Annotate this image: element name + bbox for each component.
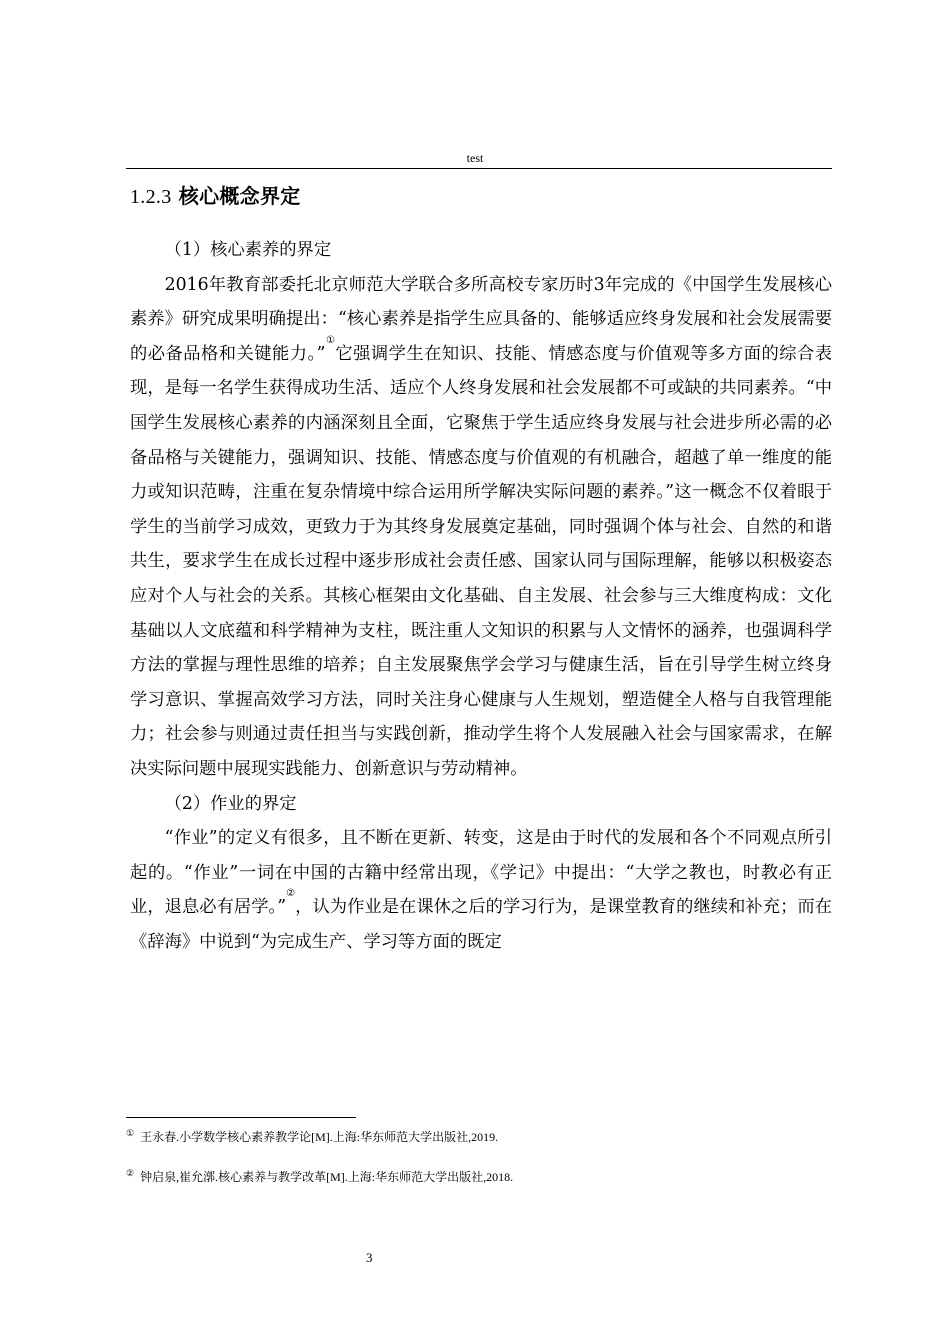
footnote-text: 王永春.小学数学核心素养教学论[M].上海:华东师范大学出版社,2019. [140,1130,499,1144]
paragraph-text: 2016年教育部委托北京师范大学联合多所高校专家历时3年完成的《中国学生发展核心素养》研究成果明确提出：“核心素养是指学生应具备的、能够适应终身发展和社会发展需要的必备品格和关键能力。” [130,274,832,364]
paragraph-core-literacy [130,268,832,787]
paragraph-homework [130,821,832,959]
footnote-ref-1[interactable]: ① [325,334,336,346]
footnote-ref-2[interactable]: ② [286,888,296,900]
paragraph-text: 它强调学生在知识、技能、情感态度与价值观等多方面的综合表现，是每一名学生获得成功生活、适应个人终身发展和社会发展都不可或缺的共同素养。“中国学生发展核心素养的内涵深刻且全面，它聚焦于学生适应终身发展与社会进步所必需的必备品格与关键能力，强调知识、技能、情感态度与价值观的有机融合，超越了单一维度的能力或知识范畴，注重在复杂情境中综合运用所学解决实际问题的素养。”这一概念不仅着眼于学生的当前学习成效，更致力于为其终身发展奠定基础，同时强调个体与社会、自然的和谐共生，要求学生在成长过程中逐步形成社会责任感、国家认同与国际理解，能够以积极姿态应对个人与社会的关系。其核心框架由文化基础、自主发展、社会参与三大维度构成：文化基础以人文底蕴和科学精神为支柱，既注重人文知识的积累与人文情怀的涵养，也强调科学方法的掌握与理性思维的培养；自主发展聚焦学会学习与健康生活，旨在引导学生树立终身学习意识、掌握高效学习方法，同时关注身心健康与人生规划，塑造健全人格与自我管理能力；社会参与则通过责任担当与实践创新，推动学生将个人发展融入社会与国家需求，在解决实际问题中展现实践能力、创新意识与劳动精神。 [130,343,832,779]
footnote-mark: ① [126,1128,135,1138]
footnote-mark: ② [126,1168,135,1178]
subheading-core-literacy: （1）核心素养的界定 [164,240,332,260]
section-number: 1.2.3 [130,186,172,208]
page-number: 3 [366,1250,373,1265]
subheading-homework: （2）作业的界定 [164,793,297,814]
section-heading-text: 核心概念界定 [178,184,301,208]
running-header: test [466,151,484,165]
paragraph-text: ，认为作业是在课休之后的学习行为，是课堂教育的继续和补充；而在《辞海》中说到“为完成生产、学习等方面的既定 [130,897,832,952]
footnote-separator [126,1117,356,1118]
section-title [130,180,301,209]
body-content [130,233,832,959]
footnote-2 [126,1168,513,1185]
header-rule [126,168,832,169]
footnote-1 [126,1128,498,1145]
footnote-text: 钟启泉,崔允漷.核心素养与教学改革[M].上海:华东师范大学出版社,2018. [140,1170,514,1184]
paragraph-text: “作业”的定义有很多，且不断在更新、转变，这是由于时代的发展和各个不同观点所引起的。“作业”一词在中国的古籍中经常出现，《学记》中提出：“大学之教也，时教必有正业，退息必有居学。” [130,828,832,918]
